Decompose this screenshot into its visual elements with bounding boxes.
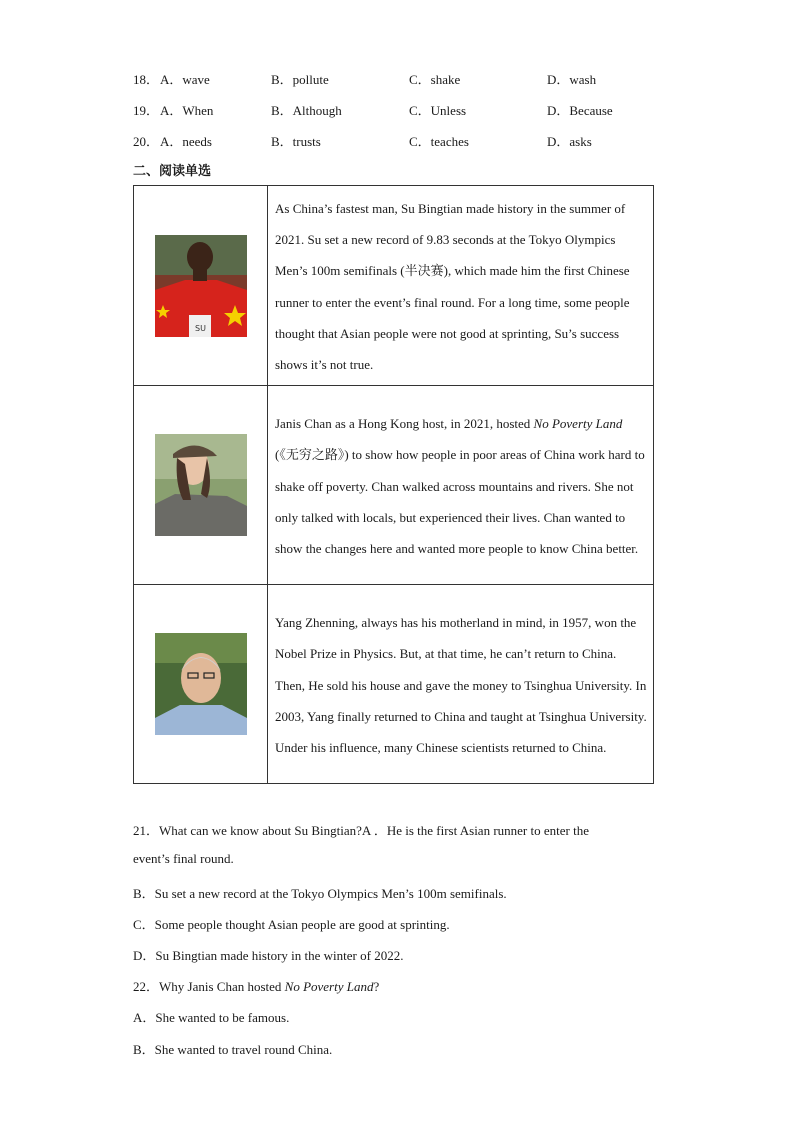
option-c: C．shake: [409, 72, 461, 87]
option-d: D．asks: [547, 134, 592, 149]
question-number: 19．: [133, 103, 160, 118]
question-mark: ?: [373, 979, 380, 994]
option-d: D．Because: [547, 103, 613, 118]
question-21-option-d: D．Su Bingtian made history in the winter of 2022.: [133, 948, 404, 963]
option-a: A．wave: [160, 72, 210, 87]
svg-text:SU: SU: [194, 323, 206, 333]
option-b: B．Although: [271, 103, 342, 118]
passage-row-su-bingtian: [134, 186, 654, 386]
question-22-option-a: A．She wanted to be famous.: [133, 1010, 290, 1025]
photo-cell: [134, 585, 268, 784]
passage-text: Yang Zhenning, always has his motherland in mind, in 1957, won the Nobel Prize in Physics. But, at that time, he can’t return to China. Then, He sold his house and gave the money to Tsinghua University. In 2003, Yang finally returned to China and taught at Tsinghua University. Under his influence, many Chinese scientists returned to China.: [268, 585, 654, 784]
photo-cell: [134, 186, 268, 386]
passage-text: [268, 386, 654, 585]
question-20-options: [133, 131, 653, 151]
section-title: 二、阅读单选: [133, 164, 212, 179]
passage-row-janis-chan: [134, 386, 654, 585]
question-22-option-b: B．She wanted to travel round China.: [133, 1042, 333, 1057]
show-title: No Poverty Land: [533, 416, 623, 432]
option-a: A．When: [160, 103, 214, 118]
passage-text-part: Janis Chan as a Hong Kong host, in 2021, hosted: [275, 416, 534, 432]
question-19-options: [133, 100, 653, 120]
question-21-stem: 21．What can we know about Su Bingtian?A ．He is the first Asian runner to enter the: [133, 823, 589, 838]
athlete-photo-icon: [155, 235, 247, 337]
passage-text-part: (《无穷之路》) to show how people in poor areas of China work hard to shake off poverty. Chan walked across mountains and rivers. She not only talked with locals, but experienced their lives. Chan wanted to show the changes here and wanted more people to know China better.: [275, 447, 645, 557]
option-d: D．wash: [547, 72, 597, 87]
question-21-stem-continued: event’s final round.: [133, 851, 234, 866]
reading-passages-table: [133, 185, 654, 784]
option-c: C．Unless: [409, 103, 467, 118]
passage-row-yang-zhenning: [134, 585, 654, 784]
scientist-photo-icon: [155, 633, 247, 735]
option-b: B．trusts: [271, 134, 321, 149]
host-photo-icon: [155, 434, 247, 536]
passage-text: As China’s fastest man, Su Bingtian made history in the summer of 2021. Su set a new record of 9.83 seconds at the Tokyo Olympics Men’s 100m semifinals (半决赛), which made him the first Chinese runner to enter the event’s final round. For a long time, some people thought that Asian people were not good at sprinting, Su’s success shows it’s not true.: [268, 186, 654, 386]
question-text: 22．Why Janis Chan hosted: [133, 979, 285, 994]
question-number: 18．: [133, 72, 160, 87]
question-21-option-b: B．Su set a new record at the Tokyo Olympics Men’s 100m semifinals.: [133, 886, 507, 901]
question-number: 20．: [133, 134, 160, 149]
option-b: B．pollute: [271, 72, 329, 87]
question-22-stem: [133, 976, 379, 995]
question-18-options: [133, 69, 653, 89]
show-title: No Poverty Land: [284, 979, 374, 994]
question-21-option-c: C．Some people thought Asian people are good at sprinting.: [133, 917, 450, 932]
photo-cell: [134, 386, 268, 585]
option-a: A．needs: [160, 134, 212, 149]
option-c: C．teaches: [409, 134, 469, 149]
